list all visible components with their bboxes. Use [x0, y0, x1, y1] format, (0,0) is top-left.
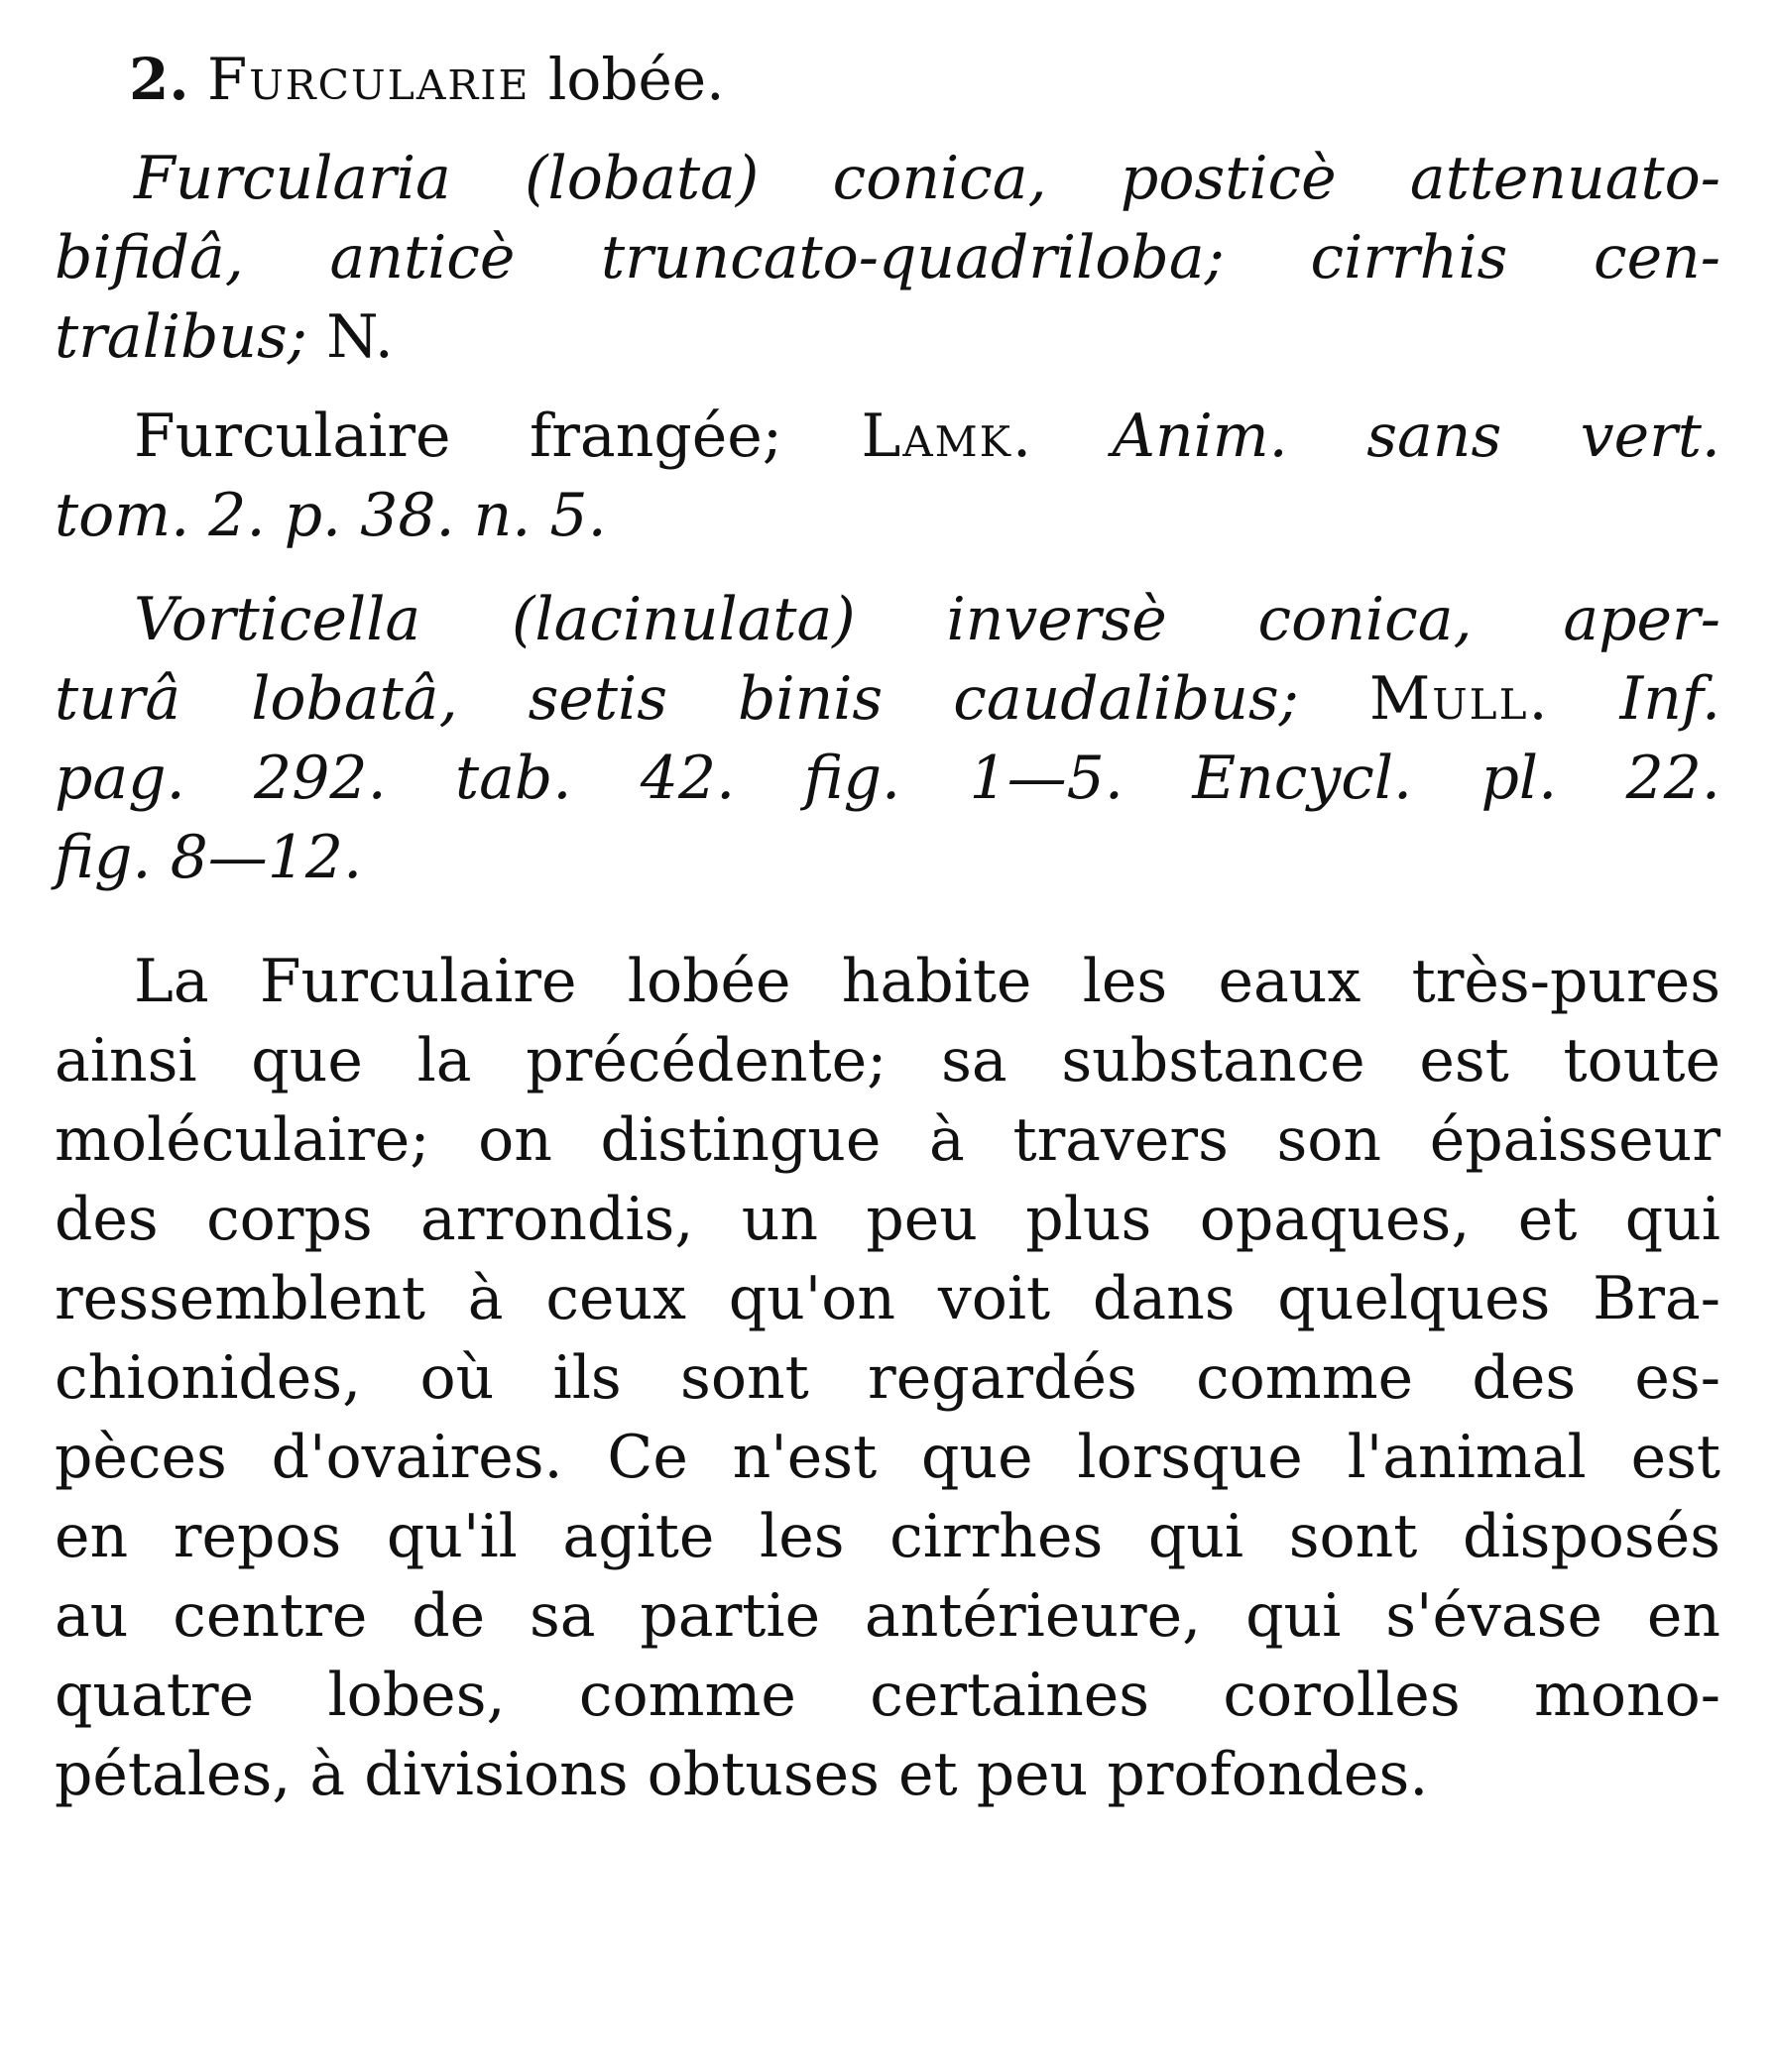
body-line-8: en repos qu'il agite les cirrhes qui sont disposés — [55, 1502, 1720, 1571]
muller-ref-author: Mull. — [1368, 664, 1550, 734]
body-line-4: des corps arrondis, un peu plus opaques, et qui — [55, 1185, 1720, 1254]
diagnosis-genus: Furcularia — [134, 144, 451, 213]
muller-ref-line-4: fig. 8—12. — [55, 823, 363, 892]
diagnosis-line-1 — [55, 139, 1720, 218]
muller-ref-species: (lacinulata) — [512, 585, 856, 654]
species-number: 2. — [129, 46, 189, 113]
diagnosis-species: (lobata) — [525, 144, 760, 213]
body-line-2: ainsi que la précédente; sa substance est toute — [55, 1026, 1720, 1095]
diagnosis-author: N. — [326, 302, 394, 372]
body-line-10: quatre lobes, comme certaines corolles mono- — [55, 1661, 1720, 1730]
muller-ref-line-2 — [55, 659, 1720, 739]
body-line-1: La Furculaire lobée habite les eaux très-pures — [134, 947, 1720, 1016]
body-line-6: chionides, où ils sont regardés comme des es- — [55, 1343, 1720, 1413]
lamarck-ref-line-2: tom. 2. p. 38. n. 5. — [55, 481, 607, 550]
diagnosis-text: cirrhis cen- — [1310, 223, 1720, 292]
body-line-5: ressemblent à ceux qu'on voit dans quelques Bra- — [55, 1264, 1720, 1333]
diagnosis-text: tralibus; — [55, 302, 307, 372]
lamarck-ref-line-1 — [55, 397, 1720, 476]
lamarck-ref-name: Furculaire frangée; — [134, 402, 782, 471]
muller-ref-line-3: pag. 292. tab. 42. fig. 1—5. Encycl. pl. 22. — [55, 744, 1720, 813]
muller-ref-text: inversè conica, aper- — [946, 585, 1721, 654]
diagnosis-text: conica, posticè attenuato- — [832, 144, 1720, 213]
lamarck-ref-work: Anim. sans vert. — [1112, 402, 1721, 471]
body-line-9: au centre de sa partie antérieure, qui s'évase en — [55, 1581, 1720, 1651]
species-epithet: lobée. — [547, 46, 725, 113]
body-line-7: pèces d'ovaires. Ce n'est que lorsque l'animal est — [55, 1423, 1720, 1492]
diagnosis-text: bifidâ, anticè truncato-quadriloba; — [55, 223, 1225, 292]
body-line-11: pétales, à divisions obtuses et peu profondes. — [55, 1740, 1429, 1809]
muller-ref-work: Inf. — [1619, 664, 1721, 734]
species-heading — [129, 40, 725, 119]
muller-ref-text: turâ lobatâ, setis binis caudalibus; — [55, 664, 1299, 734]
lamarck-ref-author: Lamk. — [861, 402, 1034, 471]
body-line-3: moléculaire; on distingue à travers son épaisseur — [55, 1105, 1720, 1175]
muller-ref-line-1 — [55, 580, 1720, 659]
diagnosis-line-3 — [55, 297, 1720, 377]
diagnosis-line-2 — [55, 218, 1720, 297]
muller-ref-genus: Vorticella — [134, 585, 421, 654]
species-genus-caps: Furcularie — [207, 46, 531, 113]
